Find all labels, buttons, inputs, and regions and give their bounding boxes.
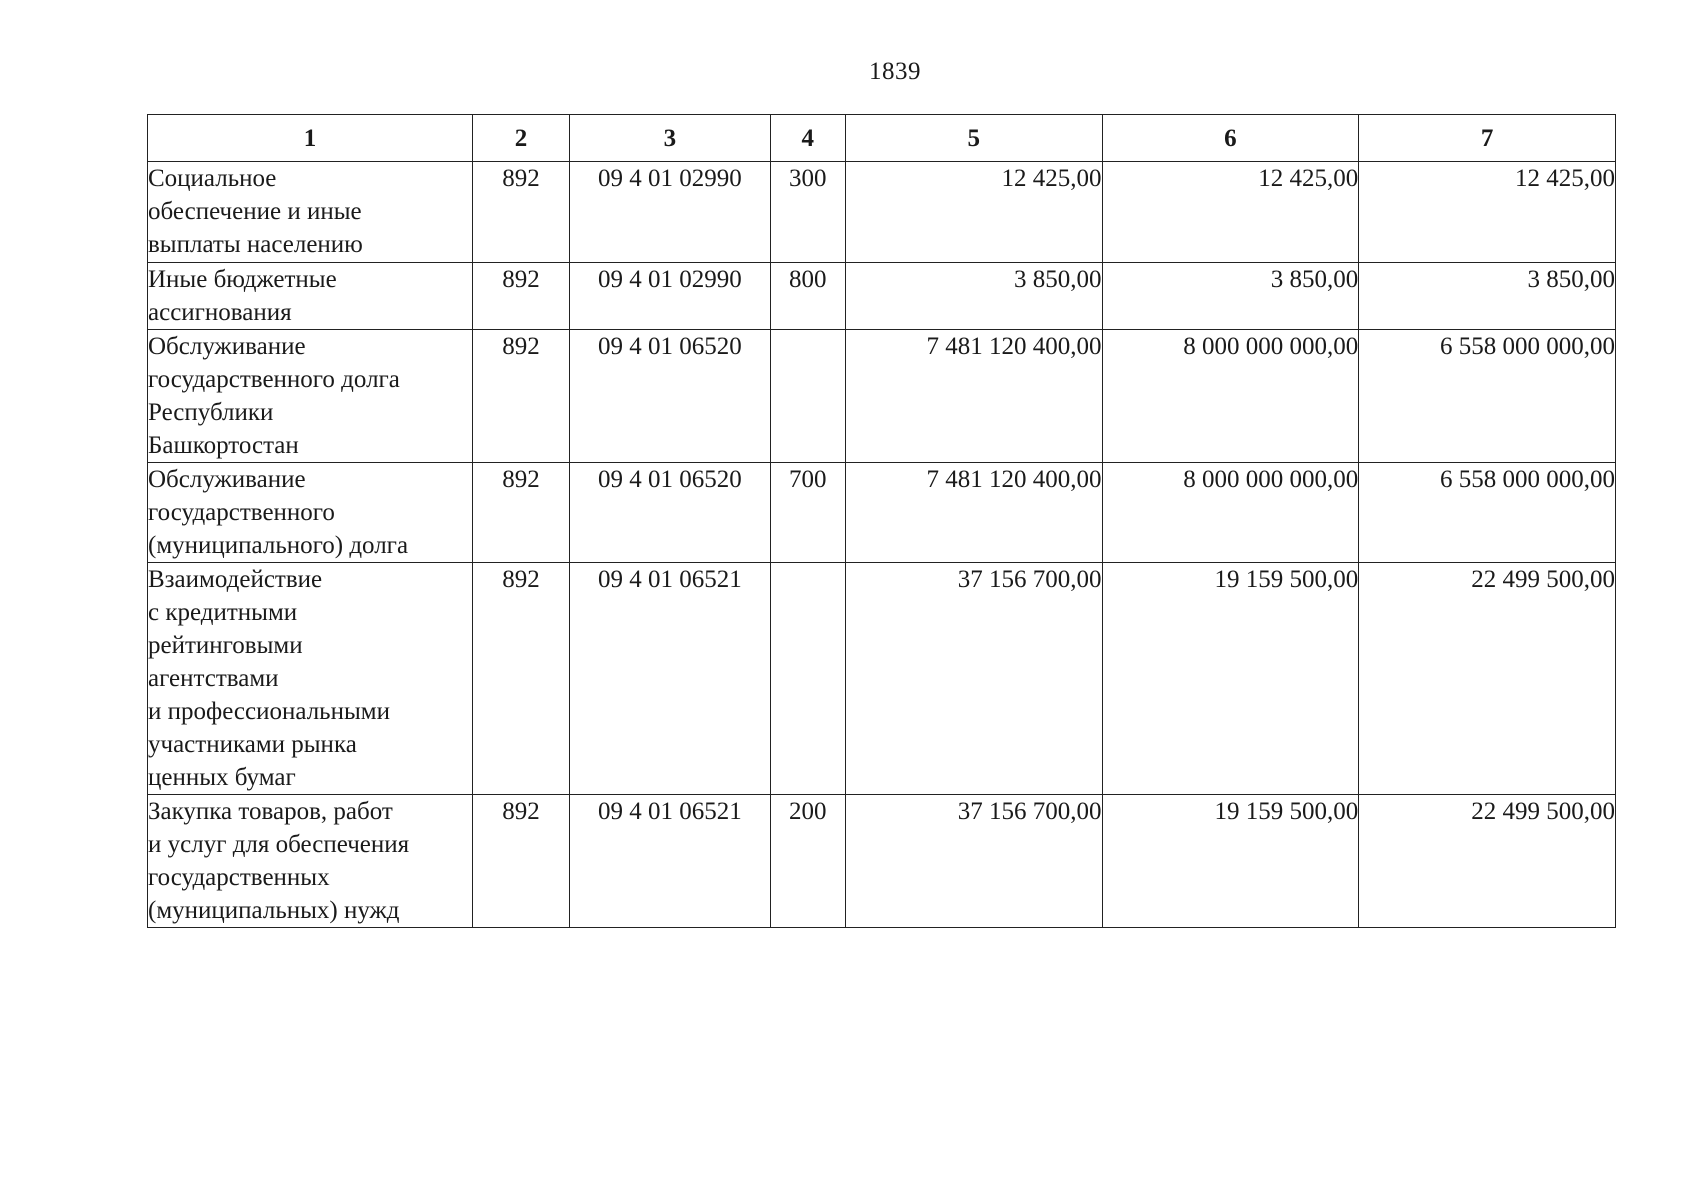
target-article-cell: 09 4 01 06520 [570,330,771,463]
target-article-cell: 09 4 01 06521 [570,795,771,928]
row-name-cell [148,795,473,928]
column-header-1: 1 [148,115,473,162]
target-article-cell: 09 4 01 06521 [570,563,771,795]
amount-col7-cell: 22 499 500,00 [1359,795,1616,928]
table-row [148,162,1616,263]
row-name-line: Республики [148,399,274,426]
row-name-cell [148,330,473,463]
column-header-5: 5 [845,115,1102,162]
expense-type-cell: 700 [770,463,845,563]
amount-col5-cell: 3 850,00 [845,263,1102,330]
amount-col5-cell: 37 156 700,00 [845,563,1102,795]
row-name-line: (муниципального) долга [148,532,409,559]
row-name-line: ценных бумаг [148,764,296,791]
amount-col6-cell: 19 159 500,00 [1102,795,1359,928]
amount-col7-cell: 6 558 000 000,00 [1359,330,1616,463]
row-name-line: Башкортостан [148,432,299,459]
row-name-line: Обслуживание [148,466,306,493]
row-name-line: Обслуживание [148,333,306,360]
admin-code-cell: 892 [472,263,569,330]
table-row [148,263,1616,330]
admin-code-cell: 892 [472,563,569,795]
amount-col6-cell: 8 000 000 000,00 [1102,330,1359,463]
row-name-cell [148,263,473,330]
row-name-line: Социальное [148,165,277,192]
amount-col5-cell: 7 481 120 400,00 [845,463,1102,563]
amount-col6-cell: 8 000 000 000,00 [1102,463,1359,563]
column-header-7: 7 [1359,115,1616,162]
page-number: 1839 [869,58,921,85]
amount-col5-cell: 12 425,00 [845,162,1102,263]
row-name-line: государственных [148,864,330,891]
row-name-line: государственного долга [148,366,400,393]
row-name-line: выплаты населению [148,231,363,258]
row-name-line: участниками рынка [148,731,357,758]
expense-type-cell: 800 [770,263,845,330]
table-row [148,563,1616,795]
row-name-line: государственного [148,499,335,526]
column-header-4: 4 [770,115,845,162]
row-name-cell [148,563,473,795]
amount-col6-cell: 19 159 500,00 [1102,563,1359,795]
column-header-6: 6 [1102,115,1359,162]
row-name-line: и услуг для обеспечения [148,831,410,858]
amount-col7-cell: 6 558 000 000,00 [1359,463,1616,563]
row-name-line: обеспечение и иные [148,198,362,225]
target-article-cell: 09 4 01 02990 [570,162,771,263]
admin-code-cell: 892 [472,795,569,928]
target-article-cell: 09 4 01 02990 [570,263,771,330]
amount-col6-cell: 12 425,00 [1102,162,1359,263]
amount-col6-cell: 3 850,00 [1102,263,1359,330]
row-name-cell [148,162,473,263]
amount-col5-cell: 37 156 700,00 [845,795,1102,928]
row-name-line: рейтинговыми [148,632,303,659]
expense-type-cell: 200 [770,795,845,928]
row-name-line: Взаимодействие [148,566,323,593]
table-row [148,330,1616,463]
row-name-line: Иные бюджетные [148,266,337,293]
expense-type-cell [770,563,845,795]
row-name-cell [148,463,473,563]
column-header-2: 2 [472,115,569,162]
admin-code-cell: 892 [472,162,569,263]
amount-col5-cell: 7 481 120 400,00 [845,330,1102,463]
row-name-line: агентствами [148,665,279,692]
column-header-3: 3 [570,115,771,162]
target-article-cell: 09 4 01 06520 [570,463,771,563]
amount-col7-cell: 12 425,00 [1359,162,1616,263]
row-name-line: Закупка товаров, работ [148,798,393,825]
expense-type-cell [770,330,845,463]
row-name-line: с кредитными [148,599,298,626]
row-name-line: (муниципальных) нужд [148,897,400,924]
expense-type-cell: 300 [770,162,845,263]
table-row [148,795,1616,928]
amount-col7-cell: 3 850,00 [1359,263,1616,330]
row-name-line: и профессиональными [148,698,390,725]
header-row [148,115,1616,162]
admin-code-cell: 892 [472,330,569,463]
table-row [148,463,1616,563]
budget-table [147,114,1616,928]
amount-col7-cell: 22 499 500,00 [1359,563,1616,795]
admin-code-cell: 892 [472,463,569,563]
row-name-line: ассигнования [148,299,292,326]
